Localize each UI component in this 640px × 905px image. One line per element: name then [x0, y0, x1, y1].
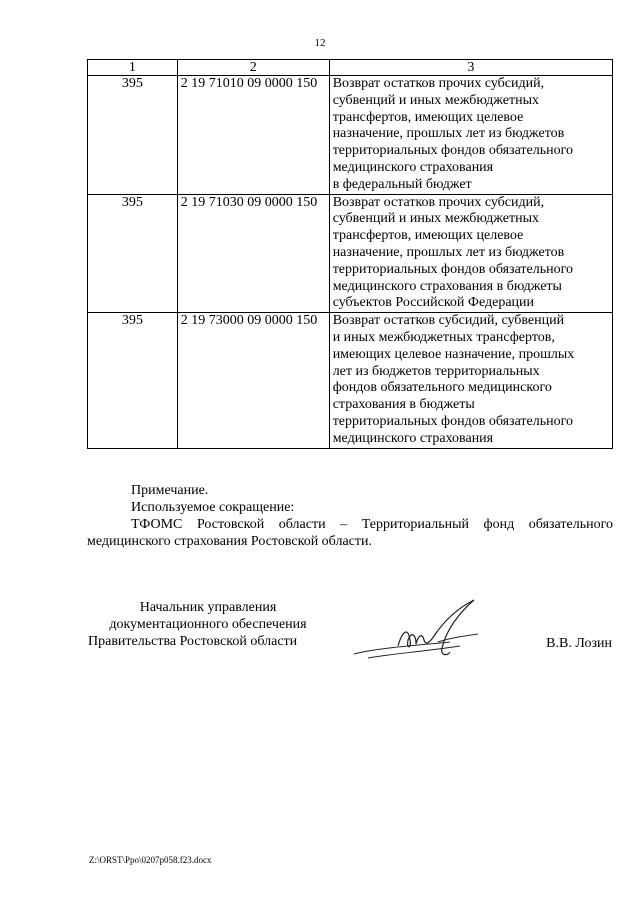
description-line: трансфертов, имеющих целевое [332, 109, 524, 125]
description-line: Возврат остатков прочих субсидий, [332, 76, 545, 91]
table-row [88, 194, 613, 313]
description-line: территориальных фондов обязательного [332, 143, 574, 159]
description-line: назначение, прошлых лет из бюджетов [332, 126, 565, 142]
table-row [88, 76, 613, 195]
description-line: территориальных фондов обязательного [332, 413, 574, 429]
description-line: и иных межбюджетных трансфертов, [332, 329, 555, 345]
column-header-3: 3 [329, 60, 612, 76]
description-line: субъектов Российской Федерации [332, 295, 535, 311]
budget-codes-table [87, 59, 613, 449]
admin-code-cell: 395 [88, 194, 178, 313]
description-cell [329, 76, 612, 195]
description-cell [329, 194, 612, 313]
handwritten-signature [350, 596, 500, 668]
budget-code-cell: 2 19 71030 09 0000 150 [177, 194, 329, 313]
description-line: медицинского страхования [332, 430, 494, 446]
description-line: в федеральный бюджет [332, 176, 472, 192]
description-line: медицинского страхования в бюджеты [332, 278, 562, 294]
file-path-footer: Z:\ORST\Ppo\0207p058.f23.docx [89, 855, 212, 865]
budget-code-cell: 2 19 71010 09 0000 150 [177, 76, 329, 195]
signer-position-line: документационного обеспечения [109, 617, 307, 632]
column-header-2: 2 [177, 60, 329, 76]
admin-code-cell: 395 [88, 313, 178, 448]
description-line: территориальных фондов обязательного [332, 261, 574, 277]
column-header-1: 1 [88, 60, 178, 76]
description-line: страхования в бюджеты [332, 397, 475, 413]
description-line: лет из бюджетов территориальных [332, 363, 540, 379]
signer-position-line: Правительства Ростовской области [88, 634, 298, 649]
description-line: субвенций и иных межбюджетных [332, 92, 540, 108]
table-header-row [88, 60, 613, 76]
description-line: субвенций и иных межбюджетных [332, 211, 540, 227]
description-line: назначение, прошлых лет из бюджетов [332, 244, 565, 260]
note-abbreviation-label: Используемое сокращение: [131, 500, 295, 515]
description-line: Возврат остатков прочих субсидий, [332, 194, 545, 210]
admin-code-cell: 395 [88, 76, 178, 195]
signer-position-line: Начальник управления [139, 600, 277, 615]
description-line: Возврат остатков субсидий, субвенций [332, 313, 565, 329]
signer-position [88, 599, 328, 650]
note-text: ТФОМС Ростовской области – Территориальный фонд обязательного медицинского страхования Ростовской области. [87, 517, 613, 549]
description-line: имеющих целевое назначение, прошлых [332, 346, 575, 362]
page-number: 12 [314, 37, 326, 49]
signer-name: В.В. Лозин [546, 636, 612, 651]
description-line: медицинского страхования [332, 159, 494, 175]
table-row [88, 313, 613, 448]
budget-code-cell: 2 19 73000 09 0000 150 [177, 313, 329, 448]
description-cell [329, 313, 612, 448]
note-title: Примечание. [131, 483, 209, 498]
description-line: трансфертов, имеющих целевое [332, 228, 524, 244]
description-line: фондов обязательного медицинского [332, 380, 552, 396]
